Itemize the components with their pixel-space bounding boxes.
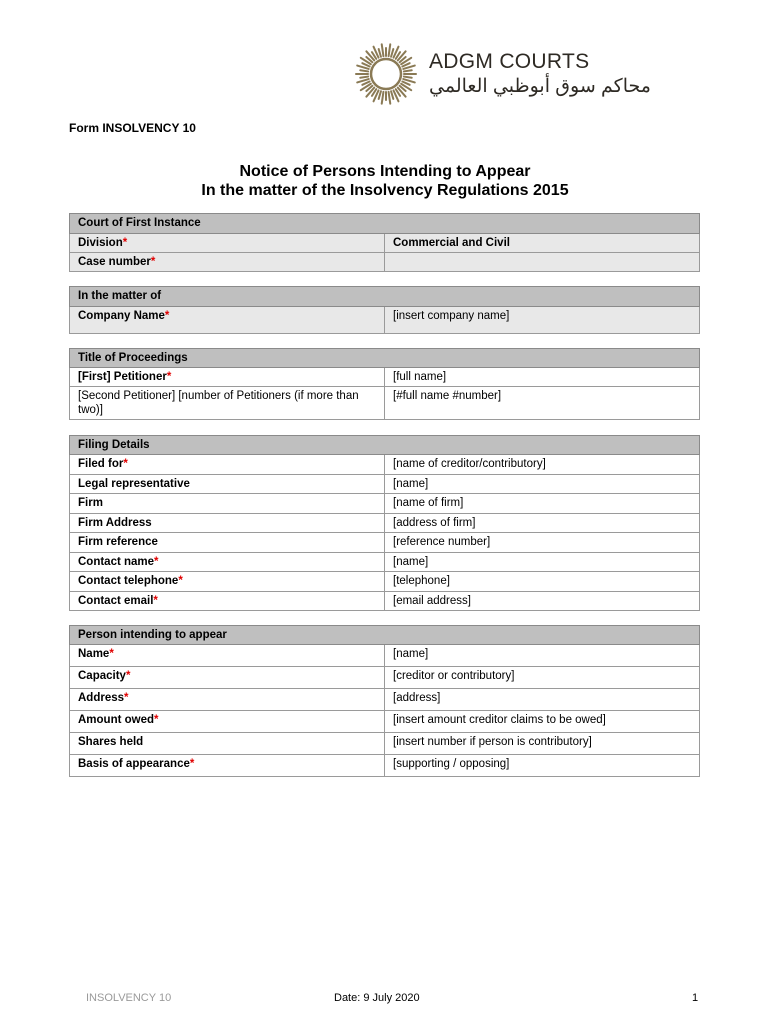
logo-text-en: ADGM COURTS	[429, 50, 590, 73]
division-label: Division*	[70, 234, 385, 253]
firm-reference-label: Firm reference	[70, 533, 385, 553]
amount-owed-field[interactable]: [insert amount creditor claims to be owed]	[385, 711, 700, 733]
footer-form-name: INSOLVENCY 10	[86, 992, 172, 1004]
proceedings-heading: Title of Proceedings	[70, 349, 700, 368]
contact-name-label: Contact name*	[70, 552, 385, 572]
matter-heading: In the matter of	[70, 287, 700, 307]
person-heading: Person intending to appear	[70, 626, 700, 645]
second-petitioner-field[interactable]: [#full name #number]	[385, 387, 700, 420]
filing-section	[69, 435, 700, 611]
basis-of-appearance-field[interactable]: [supporting / opposing]	[385, 755, 700, 777]
shares-held-label: Shares held	[70, 733, 385, 755]
court-heading: Court of First Instance	[70, 214, 700, 234]
logo-text-ar: محاكم سوق أبوظبي العالمي	[429, 76, 651, 97]
amount-owed-label: Amount owed*	[70, 711, 385, 733]
contact-name-field[interactable]: [name]	[385, 552, 700, 572]
court-section	[69, 213, 700, 272]
proceedings-section	[69, 348, 700, 420]
contact-email-field[interactable]: [email address]	[385, 591, 700, 611]
basis-of-appearance-label: Basis of appearance*	[70, 755, 385, 777]
contact-email-label: Contact email*	[70, 591, 385, 611]
firm-address-field[interactable]: [address of firm]	[385, 513, 700, 533]
legal-representative-field[interactable]: [name]	[385, 474, 700, 494]
address-field[interactable]: [address]	[385, 689, 700, 711]
contact-telephone-label: Contact telephone*	[70, 572, 385, 592]
firm-address-label: Firm Address	[70, 513, 385, 533]
form-identifier: Form INSOLVENCY 10	[69, 121, 196, 135]
firm-reference-field[interactable]: [reference number]	[385, 533, 700, 553]
company-name-field[interactable]: [insert company name]	[385, 307, 700, 334]
capacity-label: Capacity*	[70, 667, 385, 689]
person-section	[69, 625, 700, 777]
matter-section	[69, 286, 700, 334]
firm-label: Firm	[70, 494, 385, 514]
sunburst-emblem-icon	[353, 42, 419, 106]
adgm-courts-logo	[353, 42, 713, 106]
capacity-field[interactable]: [creditor or contributory]	[385, 667, 700, 689]
filed-for-field[interactable]: [name of creditor/contributory]	[385, 455, 700, 475]
first-petitioner-field[interactable]: [full name]	[385, 368, 700, 387]
person-name-field[interactable]: [name]	[385, 645, 700, 667]
second-petitioner-label: [Second Petitioner] [number of Petitioners (if more than two)]	[70, 387, 385, 420]
company-name-label: Company Name*	[70, 307, 385, 334]
case-number-label: Case number*	[70, 253, 385, 272]
division-field[interactable]: Commercial and Civil	[385, 234, 700, 253]
page-title: Notice of Persons Intending to Appear	[239, 163, 531, 180]
filed-for-label: Filed for*	[70, 455, 385, 475]
firm-field[interactable]: [name of firm]	[385, 494, 700, 514]
case-number-field[interactable]	[385, 253, 700, 272]
page-number: 1	[692, 992, 699, 1004]
address-label: Address*	[70, 689, 385, 711]
filing-heading: Filing Details	[70, 436, 700, 455]
footer-date: Date: 9 July 2020	[334, 992, 420, 1004]
page-subtitle: In the matter of the Insolvency Regulations 2015	[201, 182, 569, 199]
person-name-label: Name*	[70, 645, 385, 667]
first-petitioner-label: [First] Petitioner*	[70, 368, 385, 387]
shares-held-field[interactable]: [insert number if person is contributory]	[385, 733, 700, 755]
contact-telephone-field[interactable]: [telephone]	[385, 572, 700, 592]
legal-representative-label: Legal representative	[70, 474, 385, 494]
